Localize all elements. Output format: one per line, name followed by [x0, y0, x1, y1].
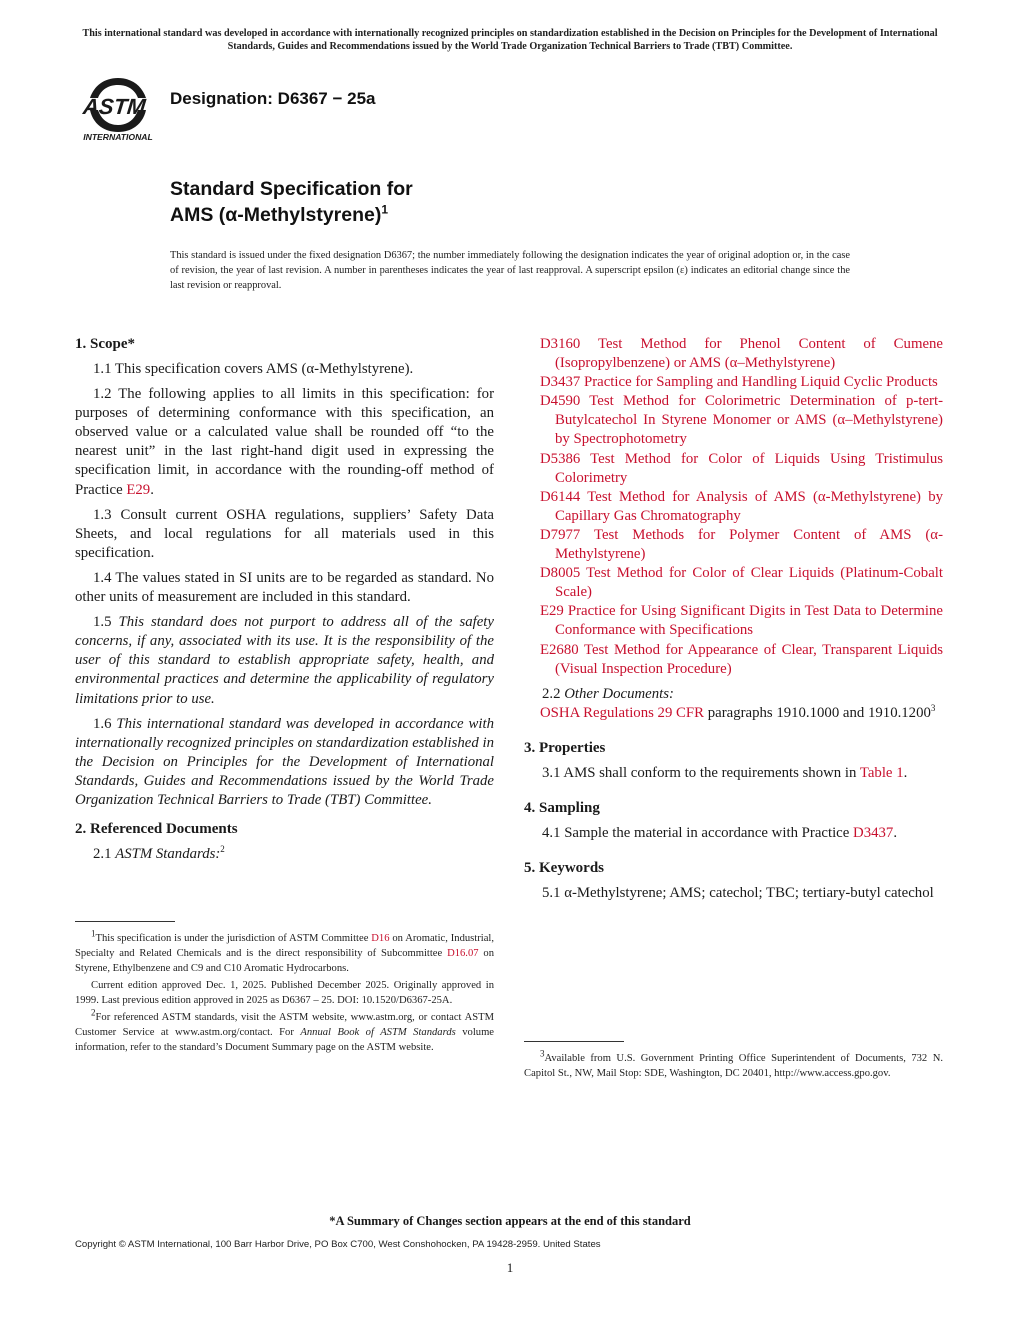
footnote-divider-left	[75, 921, 175, 922]
ref-code-d5386[interactable]: D5386	[540, 450, 581, 467]
page-title	[170, 176, 413, 228]
footnote-1-edition: Current edition approved Dec. 1, 2025. Published December 2025. Originally approved in 1999. Last previous edition approved in 2025 as D6367 – 25. DOI: 10.1520/D6367-25A.	[75, 980, 494, 1006]
copyright: Copyright © ASTM International, 100 Barr Harbor Drive, PO Box C700, West Conshohocken, PA 19428-2959. United States	[75, 1239, 601, 1250]
para-1-4: 1.4 The values stated in SI units are to be regarded as standard. No other units of measurement are included in this standard.	[75, 569, 494, 606]
title-line-2: AMS (α-Methylstyrene)$^1$	[170, 202, 389, 226]
astm-logo-icon	[81, 78, 148, 132]
designation: Designation: D6367 − 25a	[170, 89, 376, 108]
para-5-1: 5.1 α-Methylstyrene; AMS; catechol; TBC; tertiary-butyl catechol	[542, 885, 934, 902]
footnotes-left	[75, 928, 495, 1057]
summary-of-changes-note: *A Summary of Changes section appears at the end of this standard	[329, 1214, 691, 1228]
para-1-5: 1.5 This standard does not purport to address all of the safety concerns, if any, associated with its use. It is the responsibility of the user of this standard to establish appropriate safety, health, and environmental practices and determine the applicability of regulatory limitations prior to use.	[75, 614, 494, 707]
ref-code-e2680[interactable]: E2680	[540, 641, 579, 658]
link-e29[interactable]: E29	[126, 481, 151, 498]
ref-code-d3437[interactable]: D3437	[540, 374, 581, 391]
right-column	[524, 335, 943, 909]
footnote-2: $^2$For referenced ASTM standards, visit the ASTM website, www.astm.org, or contact ASTM Customer Service at www.astm.org/contact. For Annual Book of ASTM Standards volume information, refer to the standard’s Document Summary page on the ASTM website.	[75, 1007, 495, 1053]
reference-item: D6144 Test Method for Analysis of AMS (α-Methylstyrene) by Capillary Gas Chromatography	[540, 488, 944, 524]
top-note: This international standard was developed in accordance with internationally recognized principles on standardization established in the Decision on Principles for the Development of International Standards, Guides and Recommendations issued by the World Trade Organization Technical Barriers to Trade (TBT) Committee.	[82, 28, 938, 52]
reference-item: E29 Practice for Using Significant Digits in Test Data to Determine Conformance with Specifications	[540, 603, 943, 639]
para-1-2: 1.2 The following applies to all limits in this specification: for purposes of determining conformance with this specification, an observed value or a calculated value shall be rounded off “to the nearest unit” in the last right-hand digit used in expressing the specification limit, in accordance with the rounding-off method of Practice E29.	[75, 386, 494, 498]
para-1-6: 1.6 This international standard was developed in accordance with internationally recognized principles on standardization established in the Decision on Principles for the Development of International Standards, Guides and Recommendations issued by the World Trade Organization Technical Barriers to Trade (TBT) Committee.	[75, 715, 494, 808]
properties-heading: 3. Properties	[524, 739, 606, 756]
reference-item: E2680 Test Method for Appearance of Clear, Transparent Liquids (Visual Inspection Procedure)	[540, 641, 943, 677]
ref-code-d3160[interactable]: D3160	[540, 336, 581, 352]
para-1-1: 1.1 This specification covers AMS (α-Methylstyrene).	[93, 361, 414, 377]
reference-item: D3437 Practice for Sampling and Handling Liquid Cyclic Products	[540, 374, 938, 391]
footnote-1: $^1$This specification is under the jurisdiction of ASTM Committee D16 on Aromatic, Industrial, Specialty and Related Chemicals and is the direct responsibility of Subcommittee D16.07 on Styrene, Ethylbenzene and C9 and C10 Aromatic Hydrocarbons.	[75, 928, 494, 974]
logo-sub-text: INTERNATIONAL	[83, 132, 153, 142]
reference-item: D3160 Test Method for Phenol Content of Cumene (Isopropylbenzene) or AMS (α–Methylstyrene)	[540, 336, 943, 372]
footnote-ref-2[interactable]: 2	[220, 844, 225, 855]
link-osha[interactable]: OSHA Regulations 29 CFR	[540, 704, 705, 721]
reference-item: D8005 Test Method for Color of Clear Liquids (Platinum-Cobalt Scale)	[540, 565, 943, 601]
para-4-1: 4.1 Sample the material in accordance with Practice D3437.	[542, 824, 898, 841]
ref-code-d7977[interactable]: D7977	[540, 526, 581, 543]
para-3-1: 3.1 AMS shall conform to the requirements shown in Table 1.	[542, 764, 908, 781]
logo-main-text: ASTM	[81, 94, 147, 119]
title-line-1: Standard Specification for	[170, 178, 413, 200]
para-1-3: 1.3 Consult current OSHA regulations, suppliers’ Safety Data Sheets, and local regulations for all materials used in this specification.	[75, 506, 494, 561]
fixed-designation-note: This standard is issued under the fixed designation D6367; the number immediately following the designation indicates the year of original adoption or, in the case of revision, the year of last revision. A number in parentheses indicates the year of last reapproval. A superscript epsilon (ε) indicates an editorial change since the last revision or reapproval.	[170, 250, 850, 291]
astm-logo	[74, 72, 162, 142]
ref-code-e29[interactable]: E29	[540, 603, 564, 620]
footnote-3: $^3$Available from U.S. Government Printing Office Superintendent of Documents, 732 N. Capitol St., NW, Mail Stop: SDE, Washington, DC 20401, http://www.access.gpo.gov.	[524, 1048, 943, 1079]
link-table-1[interactable]: Table 1	[859, 764, 904, 781]
link-d16[interactable]: D16	[371, 933, 390, 944]
reference-item: D5386 Test Method for Color of Liquids Using Tristimulus Colorimetry	[540, 450, 943, 486]
para-2-1: 2.1 ASTM Standards:$^2$	[93, 844, 225, 863]
referenced-heading: 2. Referenced Documents	[75, 821, 238, 838]
osha-reference: OSHA Regulations 29 CFR paragraphs 1910.1000 and 1910.1200$^3$	[540, 702, 936, 721]
sampling-heading: 4. Sampling	[524, 799, 600, 816]
left-column	[75, 335, 494, 870]
keywords-heading: 5. Keywords	[524, 860, 604, 877]
ref-code-d4590[interactable]: D4590	[540, 393, 581, 410]
footnotes-right	[524, 1048, 943, 1083]
title-footnote-ref[interactable]: 1	[381, 202, 389, 217]
link-d3437[interactable]: D3437	[853, 824, 894, 841]
ref-code-d8005[interactable]: D8005	[540, 565, 581, 582]
para-2-2: 2.2 Other Documents:	[542, 685, 674, 702]
reference-item: D7977 Test Methods for Polymer Content of AMS (α-Methylstyrene)	[540, 526, 943, 563]
footnote-ref-3[interactable]: 3	[930, 702, 936, 713]
scope-heading: 1. Scope*	[75, 336, 135, 352]
reference-list	[524, 335, 943, 679]
reference-item: D4590 Test Method for Colorimetric Determination of p-tert-Butylcatechol In Styrene Monomer or AMS (α–Methylstyrene) by Spectrophotometry	[540, 393, 944, 448]
footnote-divider-right	[524, 1041, 624, 1042]
page-number: 1	[506, 1260, 514, 1275]
link-d16-07[interactable]: D16.07	[447, 948, 479, 959]
ref-code-d6144[interactable]: D6144	[540, 488, 581, 505]
